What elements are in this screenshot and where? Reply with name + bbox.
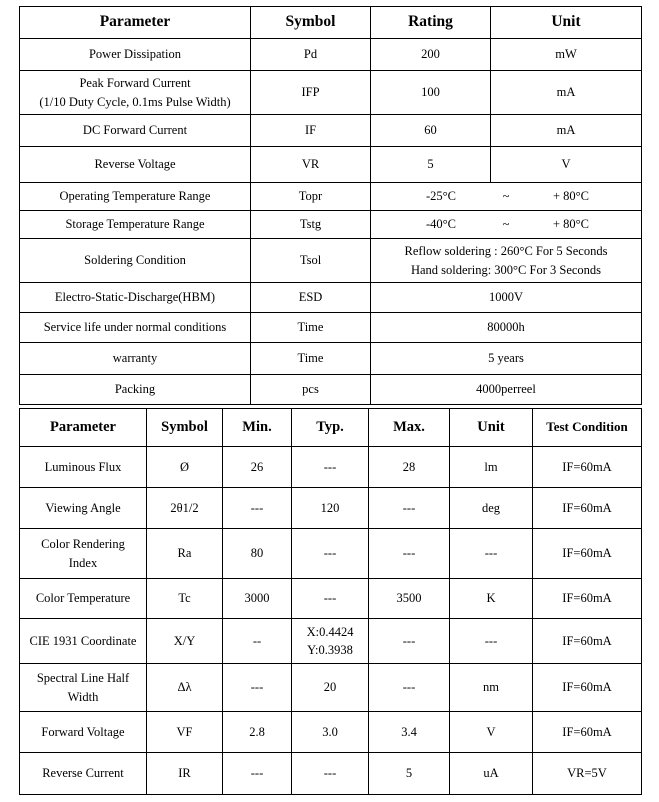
typ-cell: --- xyxy=(292,579,369,619)
unit-cell: mA xyxy=(491,115,642,147)
condition-cell: VR=5V xyxy=(533,753,642,795)
condition-cell: IF=60mA xyxy=(533,664,642,712)
symbol-cell: Time xyxy=(251,313,371,343)
param-cell: Reverse Current xyxy=(20,753,147,795)
header-test-condition: Test Condition xyxy=(533,409,642,447)
symbol-cell: Pd xyxy=(251,39,371,71)
param-cell xyxy=(20,664,147,712)
unit-cell: --- xyxy=(450,619,533,664)
table-row xyxy=(20,619,642,664)
symbol-cell: 2θ1/2 xyxy=(147,488,223,529)
table-row xyxy=(20,183,642,211)
rating-cell: 200 xyxy=(371,39,491,71)
symbol-cell: Ø xyxy=(147,447,223,488)
rating-cell: 100 xyxy=(371,71,491,115)
unit-cell: mW xyxy=(491,39,642,71)
unit-cell: --- xyxy=(450,529,533,579)
min-cell: -- xyxy=(223,619,292,664)
table-row xyxy=(20,239,642,283)
table-row xyxy=(20,343,642,375)
header-symbol: Symbol xyxy=(251,7,371,39)
max-cell: --- xyxy=(369,664,450,712)
symbol-cell: IF xyxy=(251,115,371,147)
symbol-cell: IFP xyxy=(251,71,371,115)
max-cell: 3.4 xyxy=(369,712,450,753)
max-cell: 5 xyxy=(369,753,450,795)
range-from: -25°C xyxy=(426,189,456,204)
header-typ: Typ. xyxy=(292,409,369,447)
typ-cell: 20 xyxy=(292,664,369,712)
param-cell: Storage Temperature Range xyxy=(20,211,251,239)
unit-cell: V xyxy=(491,147,642,183)
max-cell: --- xyxy=(369,619,450,664)
symbol-cell: Tsol xyxy=(251,239,371,283)
table-row xyxy=(20,447,642,488)
symbol-cell: Time xyxy=(251,343,371,375)
coordinate-y: Y:0.3938 xyxy=(307,643,353,657)
symbol-cell: pcs xyxy=(251,375,371,405)
range-from: -40°C xyxy=(426,217,456,232)
table-row xyxy=(20,488,642,529)
symbol-cell: VF xyxy=(147,712,223,753)
header-min: Min. xyxy=(223,409,292,447)
value-cell: 5 years xyxy=(371,343,642,375)
param-cell: Color Temperature xyxy=(20,579,147,619)
typ-cell: --- xyxy=(292,753,369,795)
param-cell: Soldering Condition xyxy=(20,239,251,283)
param-line: Spectral Line Half xyxy=(36,671,130,686)
unit-cell: nm xyxy=(450,664,533,712)
table-row xyxy=(20,211,642,239)
value-cell: 1000V xyxy=(371,283,642,313)
param-cell xyxy=(20,529,147,579)
value-cell: 4000perreel xyxy=(371,375,642,405)
min-cell: --- xyxy=(223,488,292,529)
table-row xyxy=(20,283,642,313)
header-unit: Unit xyxy=(450,409,533,447)
param-cell: DC Forward Current xyxy=(20,115,251,147)
condition-cell: IF=60mA xyxy=(533,619,642,664)
unit-cell: K xyxy=(450,579,533,619)
table-row xyxy=(20,579,642,619)
unit-cell: V xyxy=(450,712,533,753)
condition-cell: IF=60mA xyxy=(533,488,642,529)
min-cell: --- xyxy=(223,664,292,712)
param-cell: Viewing Angle xyxy=(20,488,147,529)
symbol-cell: IR xyxy=(147,753,223,795)
absolute-ratings-table xyxy=(19,6,642,405)
table-row xyxy=(20,115,642,147)
typ-cell: --- xyxy=(292,447,369,488)
soldering-line: Hand soldering: 300°C For 3 Seconds xyxy=(410,262,602,277)
min-cell: 26 xyxy=(223,447,292,488)
range-to: + 80°C xyxy=(552,189,589,204)
symbol-cell: Tstg xyxy=(251,211,371,239)
param-line: Color Rendering xyxy=(41,537,125,552)
soldering-line: Reflow soldering : 260°C For 5 Seconds xyxy=(404,244,608,259)
table-row xyxy=(20,529,642,579)
unit-cell: uA xyxy=(450,753,533,795)
condition-cell: IF=60mA xyxy=(533,529,642,579)
param-cell: warranty xyxy=(20,343,251,375)
param-line: Width xyxy=(67,689,99,704)
typ-cell: 120 xyxy=(292,488,369,529)
symbol-cell: ESD xyxy=(251,283,371,313)
param-line: Index xyxy=(68,555,98,570)
typ-cell: 3.0 xyxy=(292,712,369,753)
param-cell: Electro-Static-Discharge(HBM) xyxy=(20,283,251,313)
table-row xyxy=(20,664,642,712)
condition-cell: IF=60mA xyxy=(533,579,642,619)
max-cell: 3500 xyxy=(369,579,450,619)
symbol-cell: X/Y xyxy=(147,619,223,664)
symbol-cell: VR xyxy=(251,147,371,183)
header-unit: Unit xyxy=(491,7,642,39)
param-cell: Luminous Flux xyxy=(20,447,147,488)
table-row xyxy=(20,753,642,795)
range-cell xyxy=(371,211,642,239)
header-parameter: Parameter xyxy=(20,7,251,39)
min-cell: --- xyxy=(223,753,292,795)
table-row xyxy=(20,712,642,753)
range-sep: ~ xyxy=(502,189,510,204)
param-cell: Service life under normal conditions xyxy=(20,313,251,343)
min-cell: 2.8 xyxy=(223,712,292,753)
max-cell: 28 xyxy=(369,447,450,488)
rating-cell: 60 xyxy=(371,115,491,147)
range-sep: ~ xyxy=(502,217,510,232)
table-row xyxy=(20,375,642,405)
table-row xyxy=(20,147,642,183)
param-cell: Power Dissipation xyxy=(20,39,251,71)
param-cell: Forward Voltage xyxy=(20,712,147,753)
typ-cell xyxy=(292,619,369,664)
param-line: Peak Forward Current xyxy=(79,76,191,91)
value-cell: 80000h xyxy=(371,313,642,343)
unit-cell: mA xyxy=(491,71,642,115)
header-rating: Rating xyxy=(371,7,491,39)
param-line: (1/10 Duty Cycle, 0.1ms Pulse Width) xyxy=(39,94,231,109)
header-parameter: Parameter xyxy=(20,409,147,447)
symbol-cell: Δλ xyxy=(147,664,223,712)
table-row xyxy=(20,71,642,115)
table-row xyxy=(20,313,642,343)
unit-cell: deg xyxy=(450,488,533,529)
unit-cell: lm xyxy=(450,447,533,488)
typ-cell: --- xyxy=(292,529,369,579)
param-cell: Packing xyxy=(20,375,251,405)
range-cell xyxy=(371,183,642,211)
max-cell: --- xyxy=(369,529,450,579)
electro-optical-table xyxy=(19,408,642,795)
symbol-cell: Topr xyxy=(251,183,371,211)
soldering-cell xyxy=(371,239,642,283)
param-cell: Reverse Voltage xyxy=(20,147,251,183)
min-cell: 3000 xyxy=(223,579,292,619)
range-to: + 80°C xyxy=(552,217,589,232)
condition-cell: IF=60mA xyxy=(533,447,642,488)
rating-cell: 5 xyxy=(371,147,491,183)
header-max: Max. xyxy=(369,409,450,447)
symbol-cell: Tc xyxy=(147,579,223,619)
header-symbol: Symbol xyxy=(147,409,223,447)
min-cell: 80 xyxy=(223,529,292,579)
condition-cell: IF=60mA xyxy=(533,712,642,753)
param-cell: Operating Temperature Range xyxy=(20,183,251,211)
table-row xyxy=(20,39,642,71)
coordinate-x: X:0.4424 xyxy=(306,624,354,639)
table-header-row xyxy=(20,409,642,447)
param-cell: CIE 1931 Coordinate xyxy=(20,619,147,664)
table-header-row xyxy=(20,7,642,39)
symbol-cell: Ra xyxy=(147,529,223,579)
max-cell: --- xyxy=(369,488,450,529)
param-cell xyxy=(20,71,251,115)
